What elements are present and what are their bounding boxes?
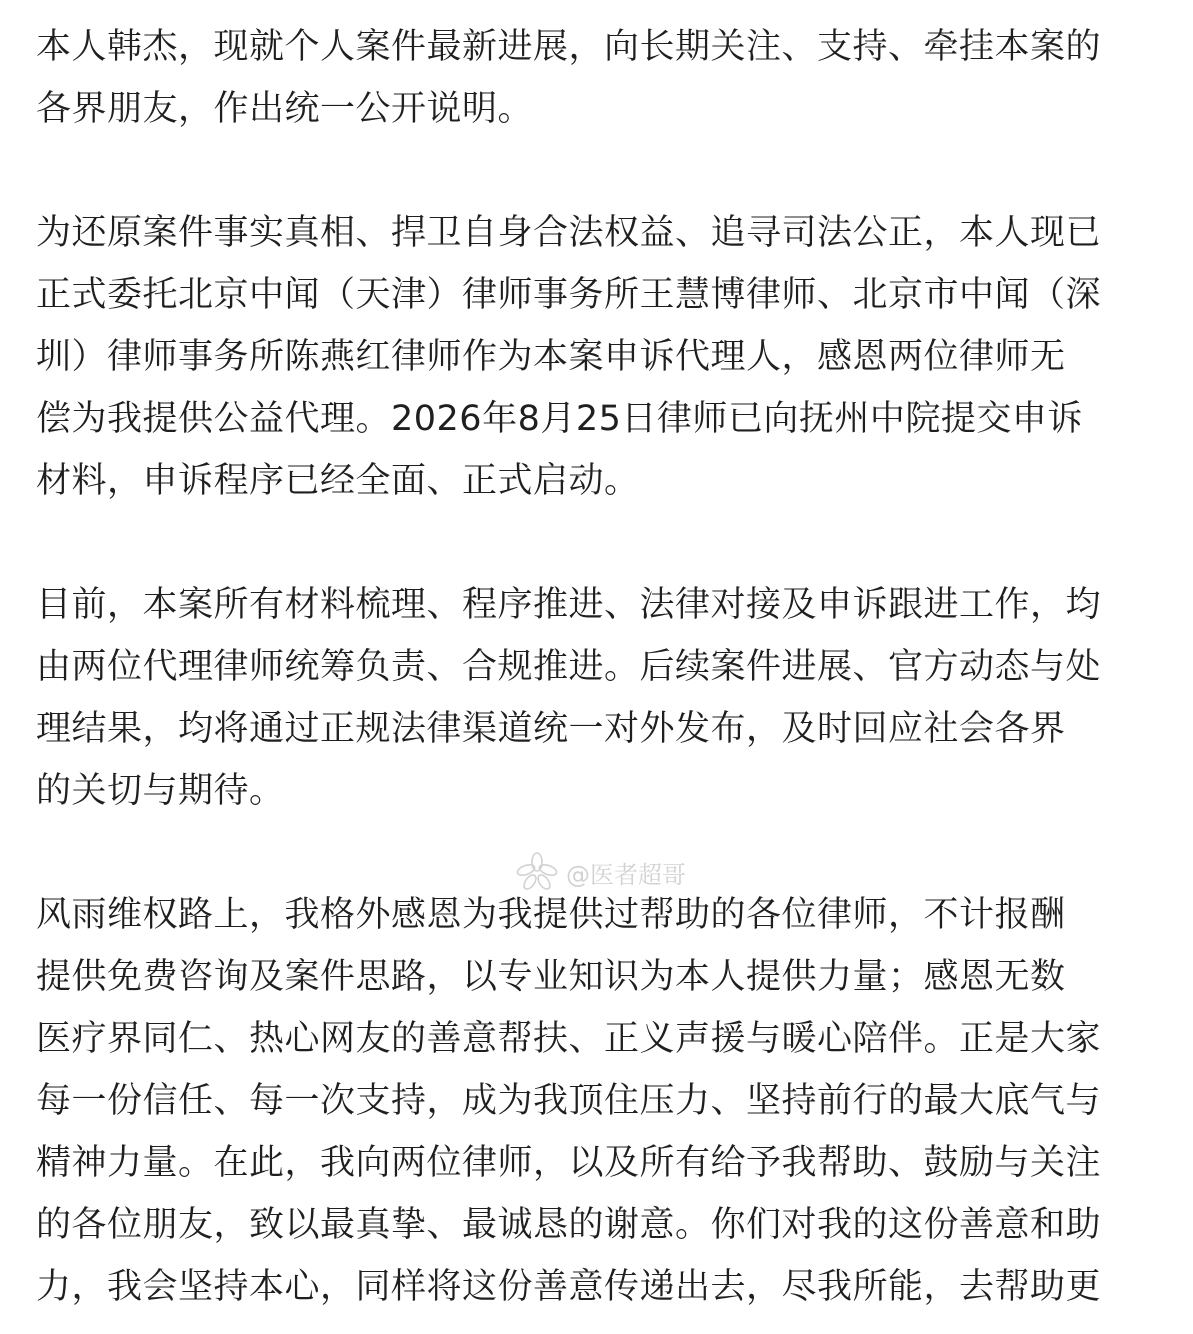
text-line: 的各位朋友，致以最真挚、最诚恳的谢意。你们对我的这份善意和助 (36, 1205, 1102, 1245)
text-line: 理结果，均将通过正规法律渠道统一对外发布，及时回应社会各界 (36, 709, 1066, 749)
text-line: 材料，申诉程序已经全面、正式启动。 (36, 461, 640, 501)
text-line: 本人韩杰，现就个人案件最新进展，向长期关注、支持、牵挂本案的 (36, 27, 1102, 67)
text-line: 的关切与期待。 (36, 771, 285, 811)
text-line: 由两位代理律师统筹负责、合规推进。后续案件进展、官方动态与处 (36, 647, 1102, 687)
paragraph-gratitude (36, 884, 1186, 1318)
text-line: 医疗界同仁、热心网友的善意帮扶、正义声援与暖心陪伴。正是大家 (36, 1019, 1102, 1059)
watermark-text: @医者超哥 (566, 860, 686, 889)
text-line: 正式委托北京中闻（天津）律师事务所王慧博律师、北京市中闻（深 (36, 275, 1102, 315)
paragraph-current-status (36, 574, 1186, 822)
text-line: 各界朋友，作出统一公开说明。 (36, 89, 534, 129)
text-line: 每一份信任、每一次支持，成为我顶住压力、坚持前行的最大底气与 (36, 1081, 1102, 1121)
text-line: 圳）律师事务所陈燕红律师作为本案申诉代理人，感恩两位律师无 (36, 337, 1066, 377)
text-line: 为还原案件事实真相、捍卫自身合法权益、追寻司法公正，本人现已 (36, 213, 1102, 253)
text-line: 偿为我提供公益代理。2026年8月25日律师已向抚州中院提交申诉 (36, 399, 1083, 439)
text-line: 风雨维权路上，我格外感恩为我提供过帮助的各位律师，不计报酬 (36, 895, 1066, 935)
paragraph-lawyers (36, 202, 1186, 512)
paragraph-intro (36, 16, 1186, 140)
text-line: 目前，本案所有材料梳理、程序推进、法律对接及申诉跟进工作，均 (36, 585, 1102, 625)
text-line: 力，我会坚持本心，同样将这份善意传递出去，尽我所能，去帮助更 (36, 1267, 1102, 1307)
text-line: 精神力量。在此，我向两位律师，以及所有给予我帮助、鼓励与关注 (36, 1143, 1102, 1183)
text-line: 提供免费咨询及案件思路，以专业知识为本人提供力量；感恩无数 (36, 957, 1066, 997)
